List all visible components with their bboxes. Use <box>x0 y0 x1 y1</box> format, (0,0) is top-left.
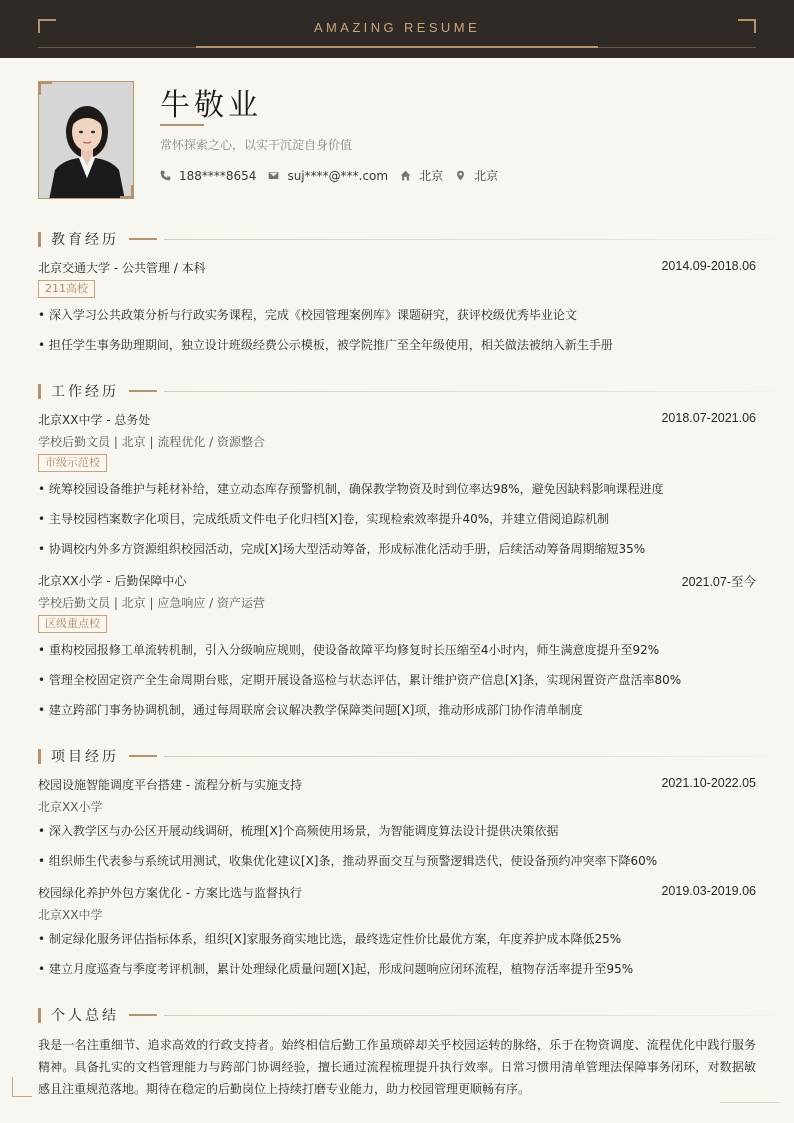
project-bullet: • 建立月度巡查与季度考评机制，累计处理绿化质量问题[X]起，形成问题响应闭环流程，植物存活率提升至95% <box>38 962 634 976</box>
education-date: 2014.09-2018.06 <box>661 259 756 273</box>
section-dash <box>129 755 157 757</box>
mail-icon <box>268 170 279 181</box>
section-marker <box>38 749 41 764</box>
work-bullet: • 主导校园档案数字化项目，完成纸质文件电子化归档[X]卷，实现检索效率提升40%，并建立借阅追踪机制 <box>38 512 610 526</box>
section-marker <box>38 1008 41 1023</box>
section-header-work <box>38 382 756 400</box>
project-entry-title <box>38 776 756 793</box>
resume-header-band <box>0 0 794 58</box>
profile-photo <box>38 81 134 199</box>
section-title: 工作经历 <box>51 384 119 400</box>
education-bullet: • 深入学习公共政策分析与行政实务课程，完成《校园管理案例库》课题研究，获评校级优秀毕业论文 <box>38 308 577 322</box>
school-title: 北京交通大学 - 公共管理 / 本科 <box>38 261 206 275</box>
phone-number: 188****8654 <box>179 168 257 183</box>
name-underline <box>160 124 204 126</box>
section-dash <box>129 1014 157 1016</box>
candidate-name: 牛敬业 <box>160 88 262 123</box>
section-header-education <box>38 230 756 248</box>
project-title: 校园绿化养护外包方案优化 - 方案比选与监督执行 <box>38 886 302 900</box>
section-title: 教育经历 <box>51 232 119 248</box>
employer-title: 北京XX中学 - 总务处 <box>38 413 151 427</box>
employer-title: 北京XX小学 - 后勤保障中心 <box>38 574 187 588</box>
photo-corner-bottom-right <box>120 185 134 199</box>
contact-location <box>455 167 498 184</box>
brand-title: AMAZING RESUME <box>313 20 481 35</box>
candidate-tagline: 常怀探索之心，以实干沉淀自身价值 <box>160 138 353 152</box>
contact-info <box>160 167 510 184</box>
work-role-line: 学校后勤文员 | 北京 | 流程优化 / 资源整合 <box>38 435 266 449</box>
work-bullet: • 建立跨部门事务协调机制，通过每周联席会议解决教学保障类问题[X]项，推动形成部门协作清单制度 <box>38 703 583 717</box>
summary-paragraph: 我是一名注重细节、追求高效的行政支持者。始终相信后勤工作虽琐碎却关乎校园运转的脉络，乐于在物资调度、流程优化中践行服务精神。具备扎实的文档管理能力与跨部门协调经验，擅长通过流程梳理提升执行效率。日常习惯用清单管理法保障事务闭环，对数据敏感且注重规范落地。期待在稳定的后勤岗位上持续打磨专业能力，助力校园管理更顺畅有序。 <box>38 1038 756 1096</box>
work-bullet: • 重构校园报修工单流转机制，引入分级响应规则，使设备故障平均修复时长压缩至4小时内，师生满意度提升至92% <box>38 643 660 657</box>
home-icon <box>400 170 411 181</box>
project-entry-title <box>38 884 756 901</box>
section-rule <box>164 1015 794 1016</box>
section-rule <box>164 391 794 392</box>
phone-icon <box>160 170 171 181</box>
page-corner-decoration <box>12 1077 32 1097</box>
work-bullet: • 管理全校固定资产全生命周期台账，定期开展设备巡检与状态评估，累计维护资产信息[X]条，实现闲置资产盘活率80% <box>38 673 682 687</box>
project-bullet: • 制定绿化服务评估指标体系，组织[X]家服务商实地比选，最终选定性价比最优方案，年度养护成本降低25% <box>38 932 622 946</box>
section-marker <box>38 232 41 247</box>
education-entry <box>38 259 756 276</box>
project-date: 2021.10-2022.05 <box>661 776 756 790</box>
work-date: 2018.07-2021.06 <box>661 411 756 425</box>
employer-badge: 市级示范校 <box>38 454 107 472</box>
section-dash <box>129 390 157 392</box>
location-text: 北京 <box>474 169 499 183</box>
project-org: 北京XX中学 <box>38 908 103 922</box>
project-bullet: • 组织师生代表参与系统试用测试，收集优化建议[X]条，推动界面交互与预警逻辑迭代，使设备预约冲突率下降60% <box>38 854 658 868</box>
contact-city <box>400 167 443 184</box>
contact-email <box>268 169 388 183</box>
portrait-illustration <box>39 82 134 199</box>
employer-badge: 区级重点校 <box>38 615 107 633</box>
project-org: 北京XX小学 <box>38 800 103 814</box>
project-title: 校园设施智能调度平台搭建 - 流程分析与实施支持 <box>38 778 302 792</box>
location-pin-icon <box>455 170 466 181</box>
school-badge: 211高校 <box>38 280 95 298</box>
education-bullet: • 担任学生事务助理期间，独立设计班级经费公示模板，被学院推广至全年级使用，相关做法被纳入新生手册 <box>38 338 613 352</box>
section-title: 个人总结 <box>51 1008 119 1024</box>
header-accent-line <box>196 46 598 48</box>
section-header-projects <box>38 747 756 765</box>
project-date: 2019.03-2019.06 <box>661 884 756 898</box>
email-address: suj****@***.com <box>287 168 389 183</box>
section-rule <box>164 239 794 240</box>
section-rule <box>164 756 794 757</box>
city-text: 北京 <box>419 169 444 183</box>
work-date: 2021.07-至今 <box>681 575 756 589</box>
contact-phone <box>160 169 256 183</box>
section-dash <box>129 238 157 240</box>
work-role-line: 学校后勤文员 | 北京 | 应急响应 / 资产运营 <box>38 596 266 610</box>
work-bullet: • 协调校内外多方资源组织校园活动，完成[X]场大型活动筹备，形成标准化活动手册，后续活动筹备周期缩短35% <box>38 542 646 556</box>
project-bullet: • 深入教学区与办公区开展动线调研，梳理[X]个高频使用场景，为智能调度算法设计提供决策依据 <box>38 824 559 838</box>
work-bullet: • 统筹校园设备维护与耗材补给，建立动态库存预警机制，确保教学物资及时到位率达98%，避免因缺料影响课程进度 <box>38 482 664 496</box>
work-entry-title <box>38 572 756 589</box>
section-title: 项目经历 <box>51 749 119 765</box>
section-header-summary <box>38 1006 756 1024</box>
work-entry-title <box>38 411 756 428</box>
photo-corner-top-left <box>38 81 52 95</box>
profile-photo-frame <box>38 81 134 199</box>
page-bottom-rule <box>720 1102 780 1103</box>
section-marker <box>38 384 41 399</box>
